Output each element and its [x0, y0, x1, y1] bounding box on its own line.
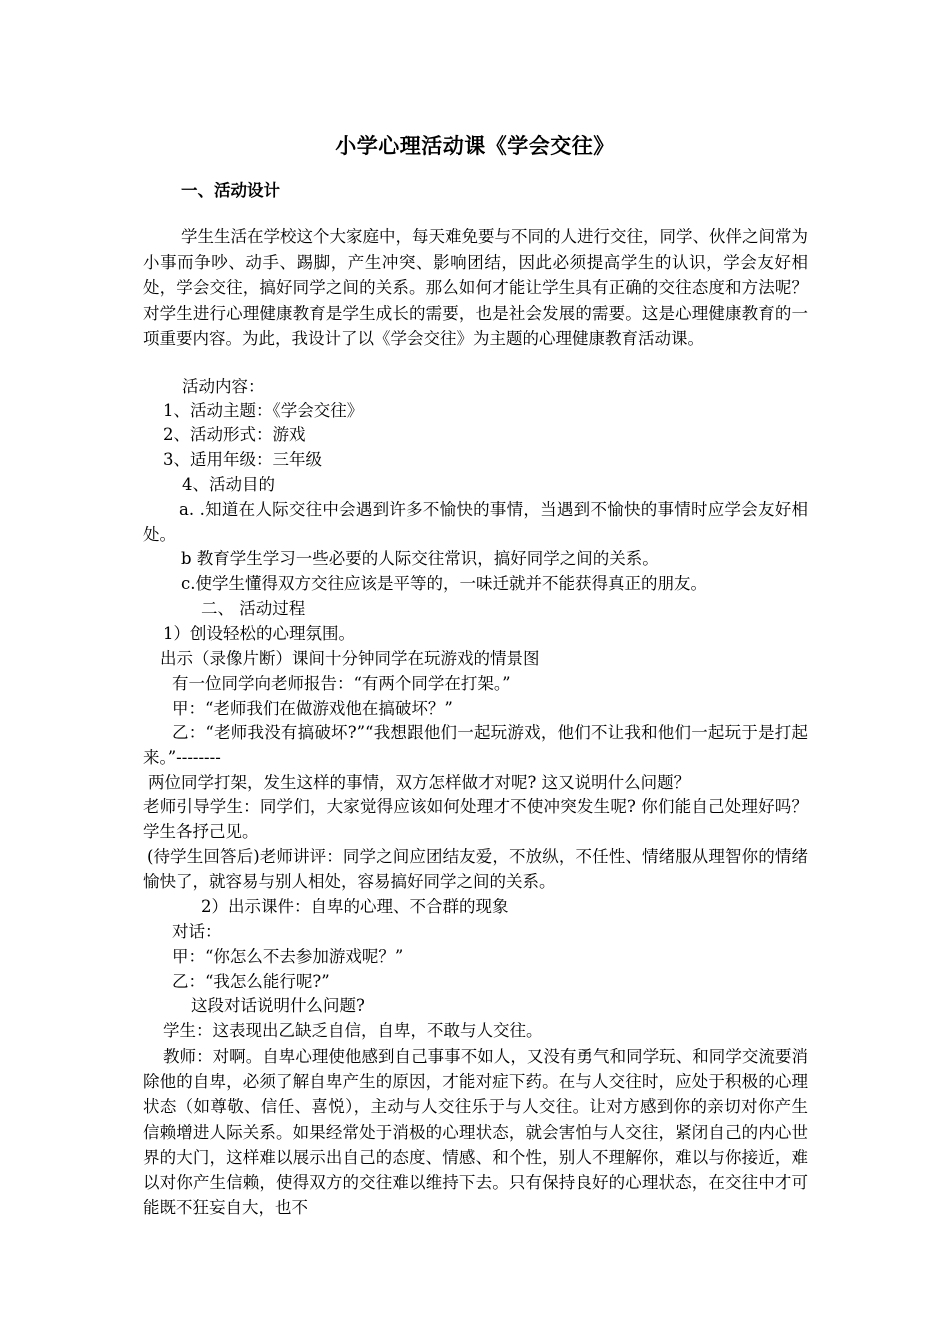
- dialog-label: 对话：: [172, 922, 222, 941]
- report-line: 有一位同学向老师报告：“有两个同学在打架。”: [172, 674, 511, 693]
- dialog-yi-1: 乙：“老师我没有搞破坏?”“我想跟他们一起玩游戏，他们不让我和他们一起玩于是打起来。”--------: [143, 723, 808, 767]
- question-1: 两位同学打架，发生这样的事情，双方怎样做才对呢? 这又说明什么问题？: [148, 773, 691, 792]
- step-1: 1）创设轻松的心理氛围。: [163, 624, 355, 643]
- teacher-reply: 教师：对啊。自卑心理使他感到自己事事不如人，又没有勇气和同学玩、和同学交流要消除他的自卑，必须了解自卑产生的原因，才能对症下药。在与人交往时，应处于积极的心理状态（如尊敬、信任、喜悦），主动与人交往乐于与人交往。让对方感到你的亲切对你产生信赖增进人际关系。如果经常处于消极的心理状态，就会害怕与人交往，紧闭自己的内心世界的大门，这样难以展示出自己的态度、情感、和个性，别人不理解你，难以与你接近，难以对你产生信赖，使得双方的交往难以维持下去。只有保持良好的心理状态，在交往中才可能既不狂妄自大，也不: [143, 1047, 808, 1218]
- goal-a: a. .知道在人际交往中会遇到许多不愉快的事情，当遇到不愉快的事情时应学会友好相处。: [143, 500, 808, 544]
- step-2: 2）出示课件：自卑的心理、不合群的现象: [201, 897, 509, 916]
- show-video: 出示（录像片断）课间十分钟同学在玩游戏的情景图: [160, 649, 540, 668]
- goal-c: c.使学生懂得双方交往应该是平等的，一味迁就并不能获得真正的朋友。: [181, 574, 707, 593]
- dialog-yi-2: 乙：“我怎么能行呢?”: [172, 972, 330, 991]
- goal-b: b 教育学生学习一些必要的人际交往常识，搞好同学之间的关系。: [181, 549, 659, 568]
- dialog-jia-2: 甲：“你怎么不去参加游戏呢？”: [172, 947, 404, 966]
- item-form: 2、活动形式：游戏: [163, 425, 306, 444]
- student-answer: 学生：这表现出乙缺乏自信，自卑，不敢与人交往。: [163, 1021, 543, 1040]
- document-title: 小学心理活动课《学会交往》: [335, 134, 615, 158]
- intro-paragraph: 学生生活在学校这个大家庭中，每天难免要与不同的人进行交往，同学、伙伴之间常为小事而争吵、动手、踢脚，产生冲突、影响团结，因此必须提高学生的认识，学会友好相处，学会交往，搞好同学之间的关系。那么如何才能让学生具有正确的交往态度和方法呢？对学生进行心理健康教育是学生成长的需要，也是社会发展的需要。这是心理健康教育的一项重要内容。为此，我设计了以《学会交往》为主题的心理健康教育活动课。: [143, 227, 808, 349]
- teacher-comment: (待学生回答后)老师讲评：同学之间应团结友爱，不放纵，不任性、情绪服从理智你的情绪愉快了，就容易与别人相处，容易搞好同学之间的关系。: [143, 847, 808, 891]
- dialog-jia-1: 甲：“老师我们在做游戏他在搞破坏？”: [172, 699, 453, 718]
- content-label: 活动内容：: [182, 377, 265, 396]
- item-theme: 1、活动主题：《学会交往》: [163, 401, 364, 420]
- item-goal: 4、活动目的: [182, 475, 275, 494]
- item-grade: 3、适用年级：三年级: [163, 450, 322, 469]
- section-heading-process: 二、 活动过程: [201, 599, 306, 618]
- question-2: 这段对话说明什么问题?: [191, 996, 365, 1015]
- teacher-guide: 老师引导学生：同学们，大家觉得应该如何处理才不使冲突发生呢? 你们能自己处理好吗？学生各抒己见。: [143, 797, 808, 841]
- section-heading-design: 一、活动设计: [181, 181, 280, 200]
